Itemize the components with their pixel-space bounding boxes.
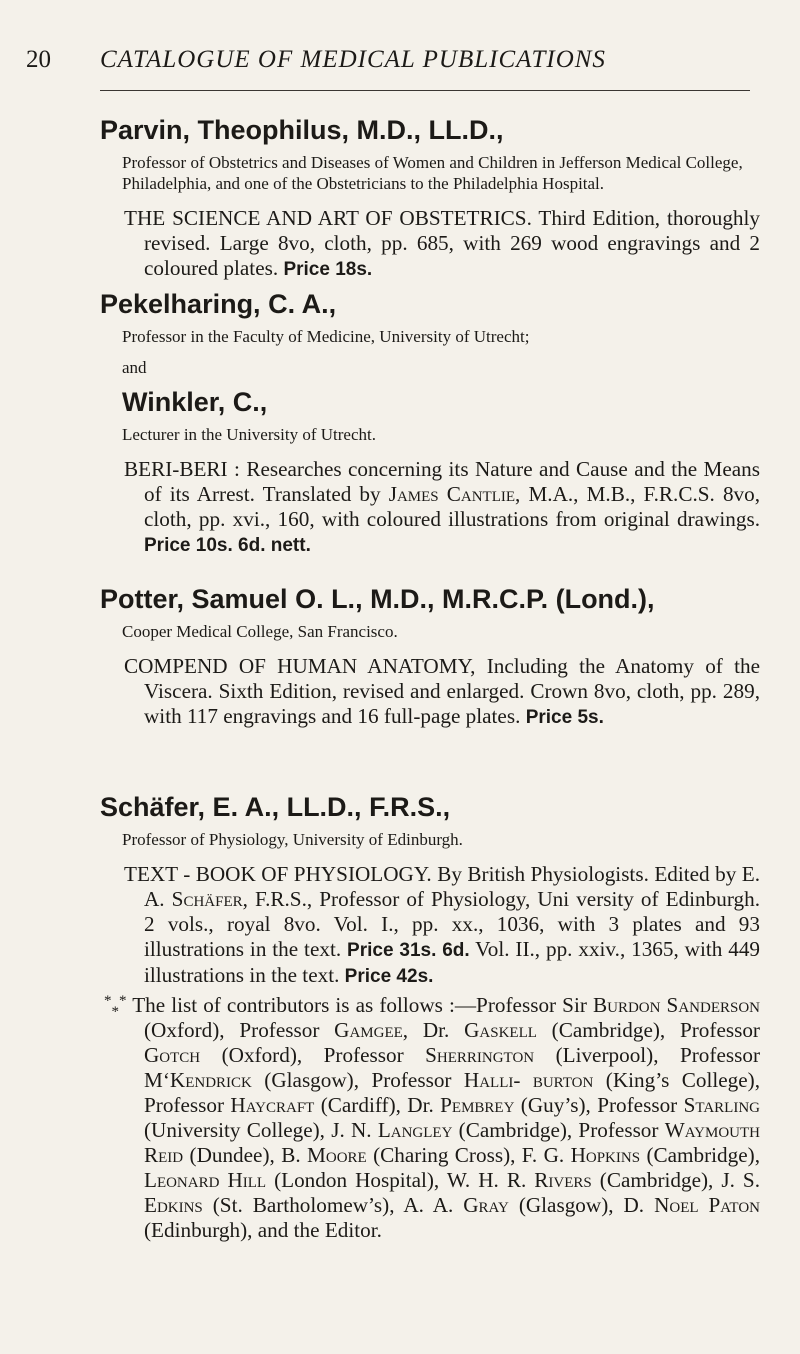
book-title: COMPEND OF HUMAN ANATOMY,: [124, 654, 476, 678]
book-price: Price 31s. 6d.: [347, 940, 470, 961]
contributor-name: Starling: [683, 1093, 760, 1118]
page-number: 20: [26, 46, 51, 73]
editor-name: Schäfer: [171, 887, 243, 911]
contributor-affiliation: (Cambridge),: [640, 1143, 761, 1168]
book-details-cont: , M.A., M.B., F.R.C.S. 8vo, cloth, pp. xvi., 160, with coloured illustrations from original drawings.: [144, 482, 761, 531]
book-description: [100, 206, 760, 282]
author-affiliation: Cooper Medical College, San Francisco.: [122, 622, 398, 641]
entry-potter: [100, 583, 760, 730]
author-name: Pekelharing, C. A.,: [100, 289, 337, 319]
conjunction: and: [122, 358, 147, 377]
contributor-affiliation: (Charing Cross), F. G.: [366, 1143, 571, 1168]
book-price: Price 10s. 6d. nett.: [144, 535, 311, 556]
contributor-name: Leonard Hill: [144, 1168, 267, 1193]
header-rule: [100, 90, 750, 91]
book-description: [100, 862, 760, 989]
contributor-affiliation: (Cambridge), Professor: [536, 1018, 760, 1043]
contributors-note: [100, 993, 760, 1243]
running-title: CATALOGUE OF MEDICAL PUBLICATIONS: [100, 46, 606, 73]
book-details-cont: , F.R.S., Professor of Physiology, Uni versity of Edinburgh. 2 vols., royal 8vo. Vol. I., pp. xx., 1036, with 3 plates and 93 illustrations in the text.: [144, 887, 760, 961]
entry-pekelharing: [100, 288, 760, 558]
book-title: THE SCIENCE AND ART OF OBSTETRICS.: [124, 206, 532, 230]
contributor-name: Edkins: [144, 1193, 203, 1218]
co-author-affiliation: Lecturer in the University of Utrecht.: [122, 425, 376, 444]
contributor-name: Haycraft: [230, 1093, 315, 1118]
contributor-affiliation: (Cambridge), J. S.: [591, 1168, 760, 1193]
book-details: Researches concerning its Nature and Cause and the Means of its Arrest. Translated by: [144, 457, 761, 506]
book-details: By British Physiologists. Edited by E. A.: [144, 862, 760, 911]
contributor-affiliation: (Cardiff), Dr.: [314, 1093, 441, 1118]
contributor-name: Rivers: [534, 1168, 592, 1193]
contributor-affiliation: (London Hospital), W. H. R.: [266, 1168, 535, 1193]
book-description: [100, 457, 760, 558]
contributor-name: Hopkins: [570, 1143, 641, 1168]
asterism-icon: *$_*$*: [104, 993, 127, 1021]
entry-schafer: [100, 791, 760, 1243]
note-intro: The list of contributors is as follows :—Professor Sir: [132, 993, 587, 1017]
contributor-name: Sherrington: [425, 1043, 535, 1068]
contributor-name: Burdon Sanderson: [593, 993, 761, 1017]
contributor-affiliation: (Oxford), Professor: [144, 1018, 335, 1043]
author-affiliation: Professor of Physiology, University of Edinburgh.: [122, 830, 463, 849]
book-title: TEXT - BOOK OF PHYSIOLOGY.: [124, 862, 432, 886]
contributor-affiliation: (King’s College), Professor: [144, 1068, 760, 1118]
entry-parvin: [100, 114, 760, 282]
contributor-affiliation: (Edinburgh), and the Editor.: [144, 1218, 382, 1243]
book-details-vol2: Vol. II., pp. xxiv., 1365, with 449 illustrations in the text.: [144, 937, 761, 987]
book-title: BERI-BERI :: [124, 457, 240, 481]
contributor-affiliation: (Glasgow), Professor: [251, 1068, 464, 1093]
contributor-name: Pembrey: [440, 1093, 515, 1118]
book-details: Including the Anatomy of the Viscera. Sixth Edition, revised and enlarged. Crown 8vo, cloth, pp. 289, with 117 engravings and 16 full-page plates.: [144, 654, 760, 728]
book-price: Price 5s.: [525, 707, 604, 728]
contributor-affiliation: (University College), J. N.: [144, 1118, 378, 1143]
co-author-name: Winkler, C.,: [122, 387, 268, 417]
contributors-list: [144, 993, 760, 1242]
contributor-name: Gotch: [144, 1043, 201, 1068]
author-name: Potter, Samuel O. L., M.D., M.R.C.P. (Lond.),: [100, 584, 655, 614]
author-name: Schäfer, E. A., LL.D., F.R.S.,: [100, 792, 451, 822]
book-description: [100, 654, 760, 730]
contributor-name: M‘Kendrick: [144, 1068, 252, 1093]
book-price: Price 42s.: [344, 966, 434, 987]
author-affiliation: Professor of Obstetrics and Diseases of Women and Children in Jefferson Medical College, Philadelphia, and one of the Obstetricians to the Philadelphia Hospital.: [122, 153, 743, 193]
contributor-name: Gaskell: [464, 1018, 537, 1043]
author-name: Parvin, Theophilus, M.D., LL.D.,: [100, 115, 504, 145]
book-details: Third Edition, thoroughly revised. Large 8vo, cloth, pp. 685, with 269 wood engravings and 2 coloured plates.: [144, 206, 760, 280]
contributor-affiliation: (Cambridge), Professor: [452, 1118, 665, 1143]
contributor-name: Noel Paton: [654, 1193, 760, 1218]
book-price: Price 18s.: [283, 259, 373, 280]
contributor-name: Halli- burton: [463, 1068, 594, 1093]
contributor-affiliation: , Dr.: [402, 1018, 465, 1043]
translator-name: James Cantlie: [388, 482, 516, 506]
contributor-name: Langley: [377, 1118, 453, 1143]
contributor-affiliation: (Liverpool), Professor: [534, 1043, 760, 1068]
contributor-affiliation: (St. Bartholomew’s), A. A.: [202, 1193, 464, 1218]
contributor-name: Moore: [307, 1143, 367, 1168]
contributor-affiliation: (Glasgow), D.: [508, 1193, 655, 1218]
contributor-name: Gamgee: [334, 1018, 403, 1043]
contributor-affiliation: (Oxford), Professor: [200, 1043, 426, 1068]
contributor-affiliation: (Dundee), B.: [183, 1143, 308, 1168]
contributor-affiliation: (Guy’s), Professor: [514, 1093, 684, 1118]
contributor-name: Waymouth Reid: [144, 1118, 760, 1168]
author-affiliation: Professor in the Faculty of Medicine, University of Utrecht;: [122, 327, 530, 346]
contributor-name: Gray: [463, 1193, 509, 1218]
